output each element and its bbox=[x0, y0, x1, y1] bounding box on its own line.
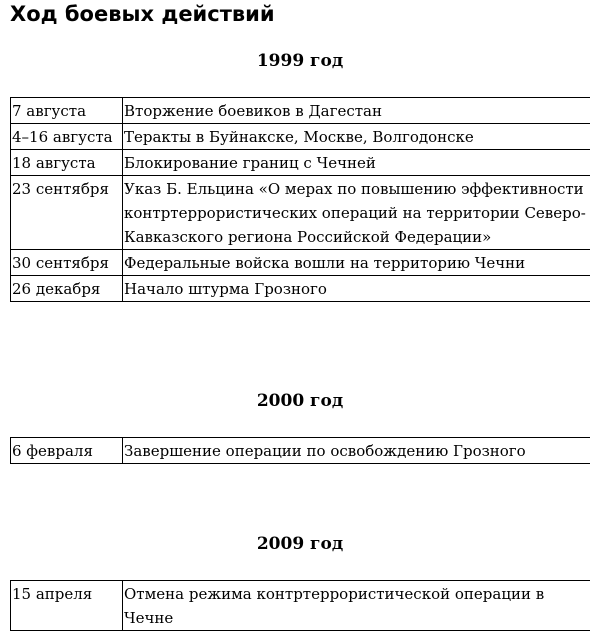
event-description: Федеральные войска вошли на территорию Чечни bbox=[123, 250, 591, 276]
year-heading-1999: 1999 год bbox=[256, 51, 344, 71]
event-date: 4–16 августа bbox=[11, 124, 123, 150]
event-description: Завершение операции по освобождению Грозного bbox=[123, 438, 591, 464]
timeline-table-1999 bbox=[10, 97, 590, 302]
event-description: Теракты в Буйнакске, Москве, Волгодонске bbox=[123, 124, 591, 150]
event-date: 18 августа bbox=[11, 150, 123, 176]
table-row bbox=[11, 581, 591, 631]
table-row bbox=[11, 250, 591, 276]
event-description: Отмена режима контртеррористической операции в Чечне bbox=[123, 581, 591, 631]
table-row bbox=[11, 150, 591, 176]
table-row bbox=[11, 276, 591, 302]
event-description: Вторжение боевиков в Дагестан bbox=[123, 98, 591, 124]
event-description: Начало штурма Грозного bbox=[123, 276, 591, 302]
year-heading-2009: 2009 год bbox=[256, 534, 344, 554]
table-row bbox=[11, 176, 591, 250]
event-date: 26 декабря bbox=[11, 276, 123, 302]
timeline-table-2000 bbox=[10, 437, 590, 464]
event-date: 15 апреля bbox=[11, 581, 123, 631]
year-heading-2000: 2000 год bbox=[256, 391, 344, 411]
table-row bbox=[11, 438, 591, 464]
event-description: Указ Б. Ельцина «О мерах по повышению эффективности контртеррористических операций на территории Северо-Кавказского региона Российской Федерации» bbox=[123, 176, 591, 250]
event-date: 6 февраля bbox=[11, 438, 123, 464]
event-date: 7 августа bbox=[11, 98, 123, 124]
event-date: 23 сентября bbox=[11, 176, 123, 250]
table-row bbox=[11, 98, 591, 124]
timeline-table-2009 bbox=[10, 580, 590, 631]
event-description: Блокирование границ с Чечней bbox=[123, 150, 591, 176]
table-row bbox=[11, 124, 591, 150]
page-title: Ход боевых действий bbox=[10, 2, 275, 26]
event-date: 30 сентября bbox=[11, 250, 123, 276]
